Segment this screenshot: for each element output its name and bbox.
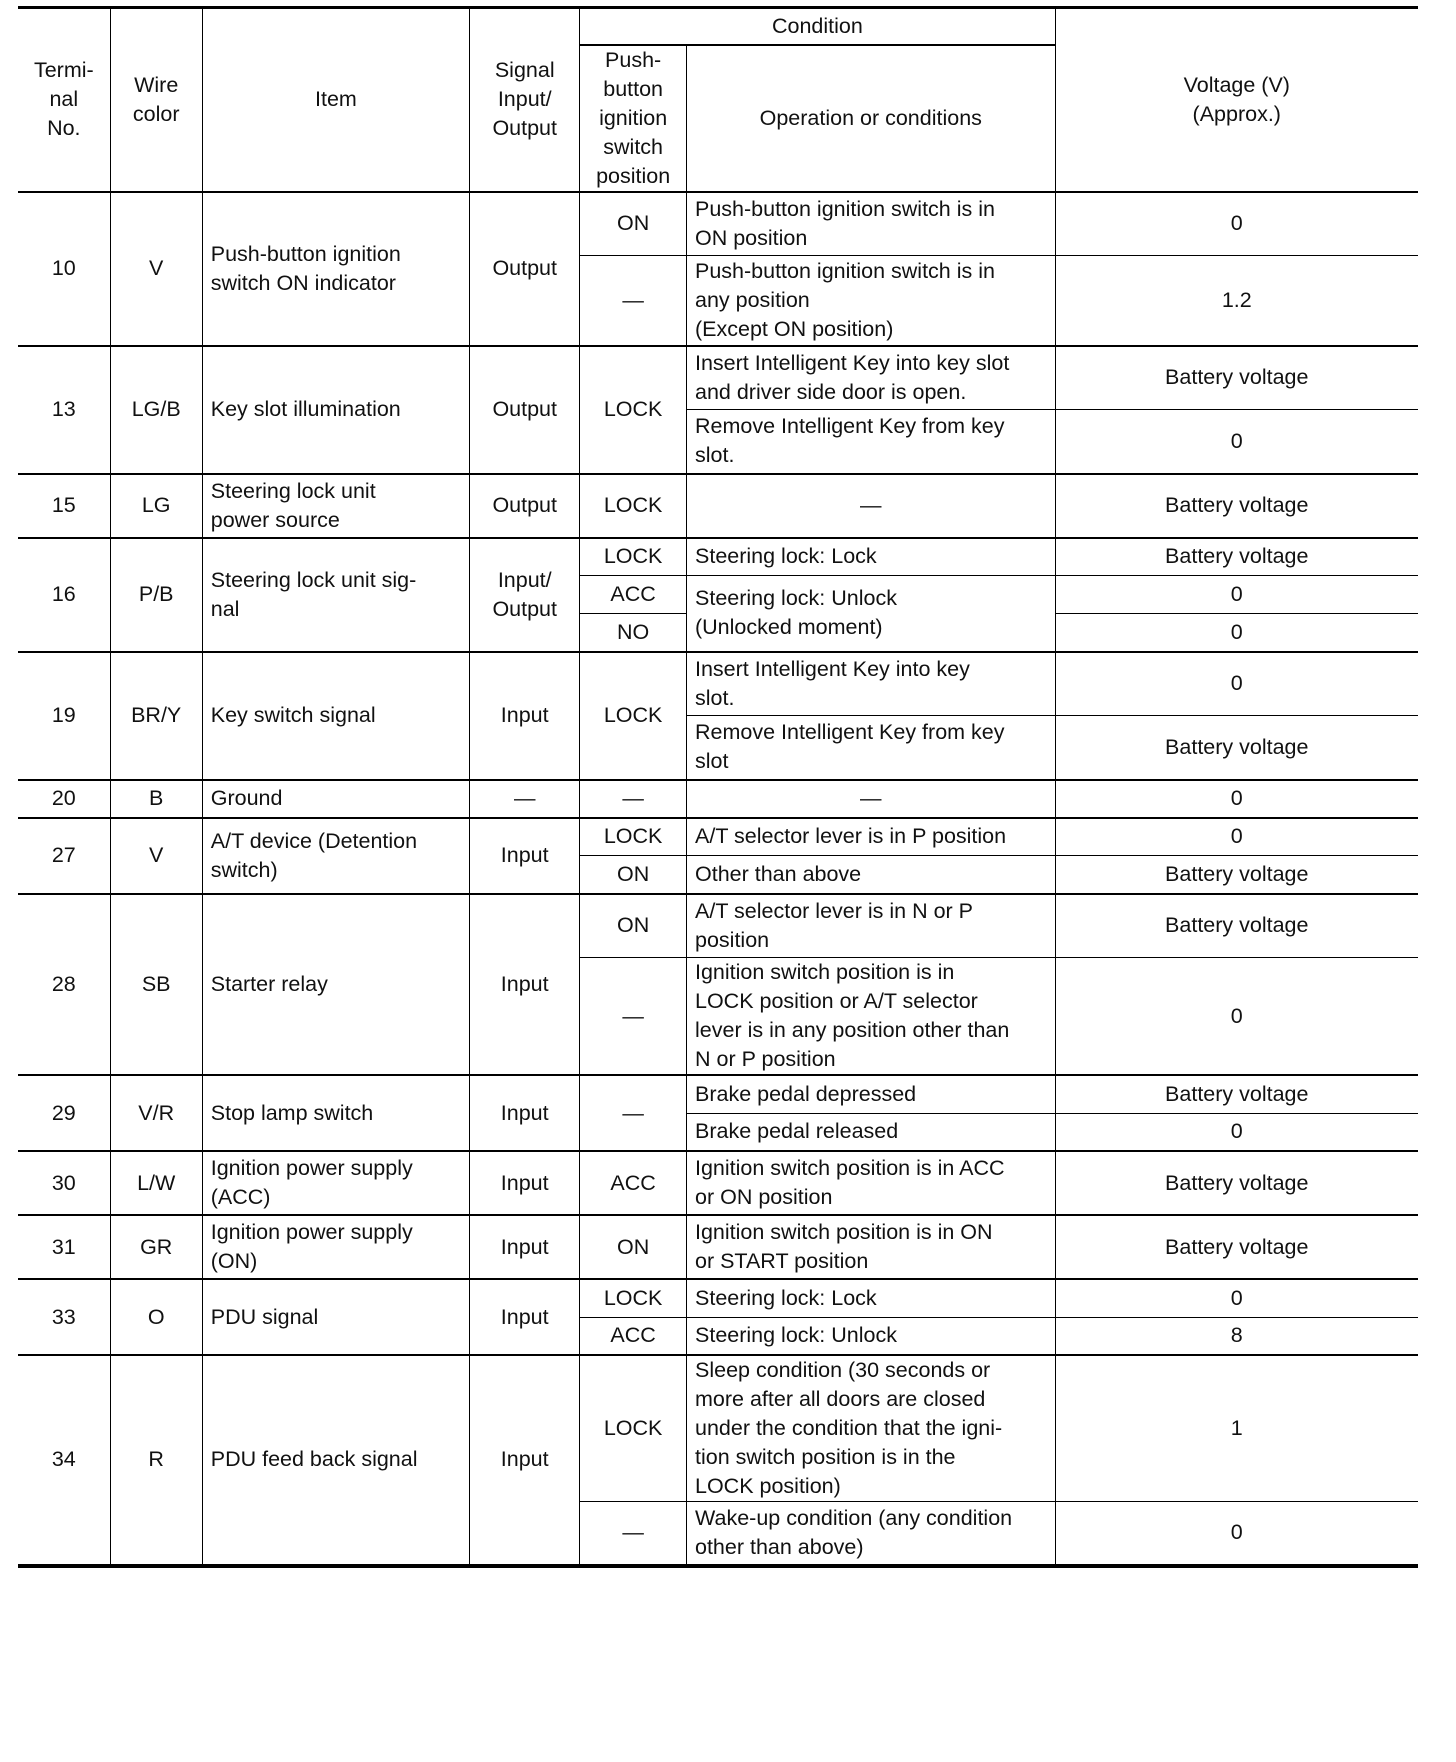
- position-cell: ACC: [580, 1317, 687, 1355]
- position-cell: ON: [580, 192, 687, 256]
- header-item: Item: [202, 8, 469, 192]
- terminal-cell: 30: [18, 1151, 110, 1215]
- wire-color-cell: V/R: [110, 1075, 202, 1151]
- voltage-cell: 0: [1055, 1279, 1418, 1317]
- position-cell: ACC: [580, 576, 687, 614]
- operation-cell: Steering lock: Unlock: [687, 1317, 1056, 1355]
- signal-cell: Input: [470, 818, 580, 894]
- table-row: [18, 1075, 1418, 1113]
- position-cell: ON: [580, 1215, 687, 1279]
- signal-cell: Input: [470, 1151, 580, 1215]
- table-row: [18, 474, 1418, 538]
- operation-cell: Brake pedal depressed: [687, 1075, 1056, 1113]
- wire-color-cell: LG: [110, 474, 202, 538]
- wire-color-cell: GR: [110, 1215, 202, 1279]
- position-cell: —: [580, 256, 687, 346]
- table-row: [18, 192, 1418, 256]
- voltage-cell: 0: [1055, 1113, 1418, 1151]
- signal-cell: Input: [470, 1215, 580, 1279]
- table-row: [18, 652, 1418, 716]
- operation-cell: Ignition switch position is in ACC or ON position: [687, 1151, 1056, 1215]
- item-cell: Key switch signal: [202, 652, 469, 780]
- voltage-cell: 8: [1055, 1317, 1418, 1355]
- operation-cell: A/T selector lever is in P position: [687, 818, 1056, 856]
- item-cell: Steering lock unit sig- nal: [202, 538, 469, 652]
- voltage-cell: Battery voltage: [1055, 1151, 1418, 1215]
- table-row: [18, 1151, 1418, 1215]
- terminal-cell: 28: [18, 894, 110, 1076]
- header-signal: Signal Input/ Output: [470, 8, 580, 192]
- voltage-cell: 0: [1055, 652, 1418, 716]
- terminal-cell: 13: [18, 346, 110, 474]
- operation-cell: Ignition switch position is in LOCK position or A/T selector lever is in any position other than N or P position: [687, 958, 1056, 1076]
- header-wire-color: Wire color: [110, 8, 202, 192]
- operation-cell: Remove Intelligent Key from key slot.: [687, 410, 1056, 474]
- item-cell: Stop lamp switch: [202, 1075, 469, 1151]
- wire-color-cell: B: [110, 780, 202, 818]
- operation-cell: Insert Intelligent Key into key slot.: [687, 652, 1056, 716]
- item-cell: Ignition power supply (ON): [202, 1215, 469, 1279]
- voltage-cell: 0: [1055, 1502, 1418, 1566]
- wire-color-cell: P/B: [110, 538, 202, 652]
- table-row: [18, 1279, 1418, 1317]
- signal-cell: Output: [470, 474, 580, 538]
- operation-cell: Remove Intelligent Key from key slot: [687, 716, 1056, 780]
- terminal-cell: 10: [18, 192, 110, 346]
- signal-cell: Output: [470, 346, 580, 474]
- terminal-cell: 16: [18, 538, 110, 652]
- operation-cell: —: [687, 474, 1056, 538]
- position-cell: LOCK: [580, 818, 687, 856]
- position-cell: —: [580, 958, 687, 1076]
- voltage-cell: Battery voltage: [1055, 856, 1418, 894]
- wire-color-cell: L/W: [110, 1151, 202, 1215]
- voltage-cell: 0: [1055, 410, 1418, 474]
- position-cell: LOCK: [580, 474, 687, 538]
- position-cell: LOCK: [580, 1355, 687, 1502]
- position-cell: ACC: [580, 1151, 687, 1215]
- voltage-cell: Battery voltage: [1055, 346, 1418, 410]
- header-operation: Operation or conditions: [687, 45, 1056, 192]
- voltage-cell: Battery voltage: [1055, 894, 1418, 958]
- operation-cell: Brake pedal released: [687, 1113, 1056, 1151]
- header-condition: Condition: [580, 8, 1055, 45]
- item-cell: PDU signal: [202, 1279, 469, 1355]
- position-cell: NO: [580, 614, 687, 652]
- wire-color-cell: V: [110, 192, 202, 346]
- operation-cell: Steering lock: Lock: [687, 538, 1056, 576]
- item-cell: Starter relay: [202, 894, 469, 1076]
- operation-cell: Steering lock: Lock: [687, 1279, 1056, 1317]
- position-cell: ON: [580, 856, 687, 894]
- signal-cell: Output: [470, 192, 580, 346]
- operation-cell: Insert Intelligent Key into key slot and driver side door is open.: [687, 346, 1056, 410]
- position-cell: —: [580, 780, 687, 818]
- header-push-button-position: Push- button ignition switch position: [580, 45, 687, 192]
- position-cell: LOCK: [580, 1279, 687, 1317]
- position-cell: LOCK: [580, 652, 687, 780]
- wire-color-cell: O: [110, 1279, 202, 1355]
- signal-cell: Input: [470, 652, 580, 780]
- signal-cell: Input/ Output: [470, 538, 580, 652]
- wire-color-cell: BR/Y: [110, 652, 202, 780]
- operation-cell: Other than above: [687, 856, 1056, 894]
- wire-color-cell: LG/B: [110, 346, 202, 474]
- voltage-cell: Battery voltage: [1055, 1075, 1418, 1113]
- position-cell: LOCK: [580, 538, 687, 576]
- operation-cell: Ignition switch position is in ON or START position: [687, 1215, 1056, 1279]
- voltage-cell: 0: [1055, 192, 1418, 256]
- signal-cell: Input: [470, 894, 580, 1076]
- position-cell: LOCK: [580, 346, 687, 474]
- wire-color-cell: V: [110, 818, 202, 894]
- item-cell: Key slot illumination: [202, 346, 469, 474]
- operation-cell: Steering lock: Unlock (Unlocked moment): [687, 576, 1056, 652]
- operation-cell: A/T selector lever is in N or P position: [687, 894, 1056, 958]
- signal-cell: Input: [470, 1355, 580, 1566]
- operation-cell: Sleep condition (30 seconds or more after all doors are closed under the condition that the igni- tion switch position is in the LOCK position): [687, 1355, 1056, 1502]
- position-cell: ON: [580, 894, 687, 958]
- header-voltage: Voltage (V) (Approx.): [1055, 8, 1418, 192]
- voltage-cell: 0: [1055, 780, 1418, 818]
- item-cell: PDU feed back signal: [202, 1355, 469, 1566]
- operation-cell: Push-button ignition switch is in ON position: [687, 192, 1056, 256]
- terminal-cell: 27: [18, 818, 110, 894]
- voltage-cell: Battery voltage: [1055, 716, 1418, 780]
- wire-color-cell: SB: [110, 894, 202, 1076]
- voltage-cell: 0: [1055, 614, 1418, 652]
- table-row: [18, 1215, 1418, 1279]
- table-row: [18, 818, 1418, 856]
- voltage-cell: 1: [1055, 1355, 1418, 1502]
- terminal-cell: 29: [18, 1075, 110, 1151]
- voltage-cell: 0: [1055, 818, 1418, 856]
- operation-cell: Push-button ignition switch is in any position (Except ON position): [687, 256, 1056, 346]
- position-cell: —: [580, 1075, 687, 1151]
- voltage-cell: Battery voltage: [1055, 474, 1418, 538]
- terminal-cell: 33: [18, 1279, 110, 1355]
- item-cell: Push-button ignition switch ON indicator: [202, 192, 469, 346]
- voltage-cell: 1.2: [1055, 256, 1418, 346]
- table-row: [18, 538, 1418, 576]
- voltage-cell: Battery voltage: [1055, 538, 1418, 576]
- terminal-cell: 31: [18, 1215, 110, 1279]
- table-row: [18, 780, 1418, 818]
- signal-cell: Input: [470, 1075, 580, 1151]
- table-row: [18, 1355, 1418, 1502]
- voltage-cell: Battery voltage: [1055, 1215, 1418, 1279]
- terminal-cell: 20: [18, 780, 110, 818]
- item-cell: Steering lock unit power source: [202, 474, 469, 538]
- terminal-cell: 15: [18, 474, 110, 538]
- wire-color-cell: R: [110, 1355, 202, 1566]
- terminal-cell: 19: [18, 652, 110, 780]
- table-body: [18, 192, 1418, 1566]
- terminal-cell: 34: [18, 1355, 110, 1566]
- voltage-cell: 0: [1055, 958, 1418, 1076]
- table-row: [18, 346, 1418, 410]
- table-row: [18, 894, 1418, 958]
- header-terminal: Termi- nal No.: [18, 8, 110, 192]
- terminal-table-container: [18, 6, 1418, 1568]
- operation-cell: —: [687, 780, 1056, 818]
- item-cell: A/T device (Detention switch): [202, 818, 469, 894]
- position-cell: —: [580, 1502, 687, 1566]
- operation-cell: Wake-up condition (any condition other than above): [687, 1502, 1056, 1566]
- item-cell: Ignition power supply (ACC): [202, 1151, 469, 1215]
- signal-cell: Input: [470, 1279, 580, 1355]
- voltage-cell: 0: [1055, 576, 1418, 614]
- terminal-spec-table: [18, 6, 1418, 1568]
- item-cell: Ground: [202, 780, 469, 818]
- signal-cell: —: [470, 780, 580, 818]
